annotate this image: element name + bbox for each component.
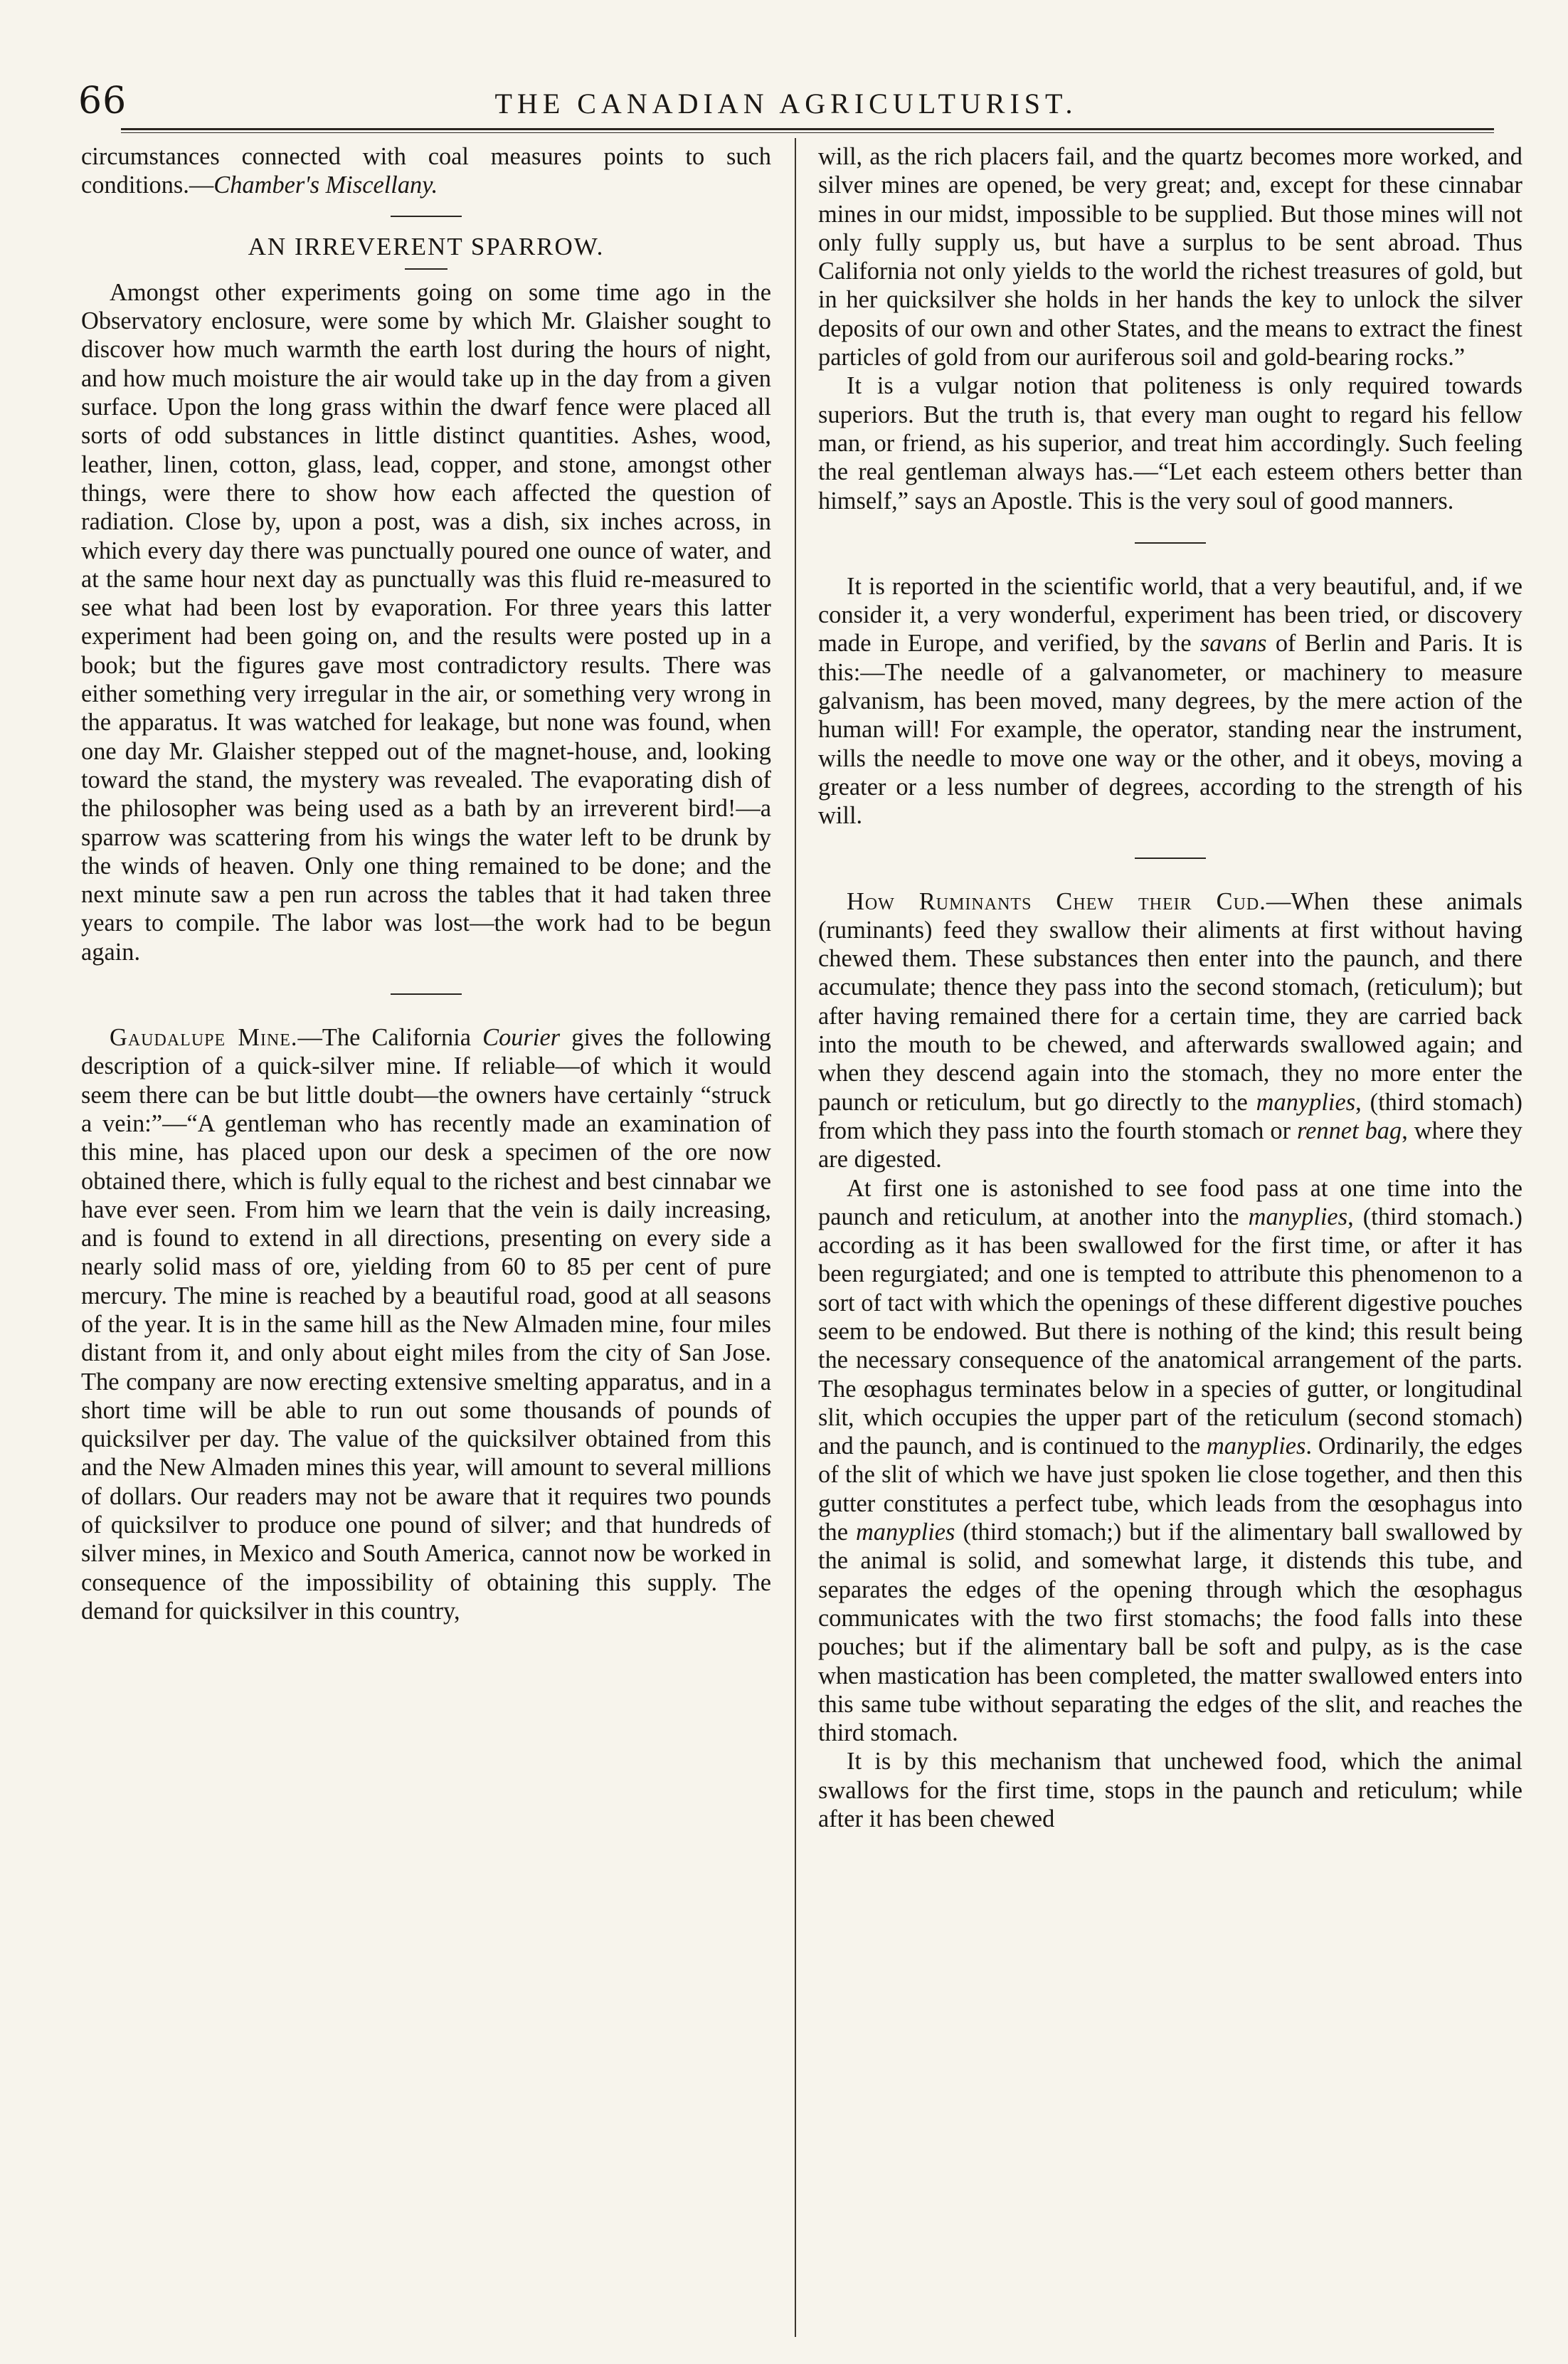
left-column bbox=[81, 142, 771, 1625]
article-separator bbox=[1135, 542, 1206, 544]
ruminants-lead: How Ruminants Chew their Cud. bbox=[847, 887, 1266, 915]
rennet-term: rennet bag bbox=[1297, 1117, 1402, 1144]
courier-name: Courier bbox=[482, 1024, 561, 1052]
gaudalupe-text-body: gives the following description of a quick-silver mine. If reliable—of which it would seem there can be but little doubt—the owners have certainly “struck a vein:”—“A gentleman who has recently made an examination of this mine, has placed upon our desk a specimen of the ore now obtained there, which is fully equal to the richest and best cinnabar we have ever seen. From him we learn that the vein is daily increasing, and is found to extend in all directions, presenting on every side a nearly solid mass of ore, yielding from 60 to 85 per cent of pure mercury. The mine is reached by a beautiful road, good at all seasons of the year. It is in the same hill as the New Almaden mine, four miles distant from it, and only about eight miles from the city of San Jose. The company are now erecting extensive smelting apparatus, and in a short time will be able to run out some thousands of pounds of quicksilver per day. The value of the quicksilver obtained from this and the New Almaden mines this year, will amount to several millions of dollars. Our readers may not be aware that it requires two pounds of quicksilver to produce one pound of silver; and that hundreds of silver mines, in Mexico and South America, cannot now be worked in consequence of the impossibility of obtaining this supply. The demand for quicksilver in this country, bbox=[81, 1024, 771, 1625]
page-header bbox=[78, 80, 1494, 125]
ruminants-text: , (third stomach) from which they pass into the fourth stomach or bbox=[818, 1088, 1522, 1144]
manyplies-term: manyplies bbox=[1206, 1432, 1306, 1460]
heading-rule bbox=[405, 268, 447, 270]
gaudalupe-article bbox=[81, 1023, 771, 1625]
gaudalupe-text: —The California bbox=[297, 1024, 483, 1052]
column-divider bbox=[795, 138, 796, 2337]
galvanometer-article bbox=[818, 572, 1522, 830]
article-separator bbox=[1135, 858, 1206, 859]
ruminants-article bbox=[818, 887, 1522, 1174]
ruminants-paragraph-2 bbox=[818, 1174, 1522, 1748]
header-rule bbox=[121, 128, 1494, 130]
running-title: THE CANADIAN AGRICULTURIST. bbox=[494, 88, 1078, 120]
savans-word: savans bbox=[1199, 630, 1267, 658]
ruminants-text: At first one is astonished to see food pass at one time into the paunch and reticulum, at another into the bbox=[818, 1174, 1522, 1230]
ruminants-text: (third stomach;) but if the alimentary ball swallowed by the animal is solid, and somewhat large, it distends this tube, and separates the edges of the opening through which the œsophagus communicates with the two first stomachs; the food falls into these pouches; but if the alimentary ball be soft and pulpy, as is the case when mastication has been completed, the matter swallowed enters into this same tube without separating the edges of the slit, and reaches the third stomach. bbox=[818, 1519, 1522, 1747]
galvano-text-end: of Berlin and Paris. It is this:—The needle of a galvanometer, or machinery to measure galvanism, has been moved, many degrees, by the mere action of the human will! For example, the operator, standing near the instrument, wills the needle to move one way or the other, and it obeys, moving a greater or a less number of degrees, according to the strength of his will. bbox=[818, 630, 1522, 830]
manyplies-term: manyplies bbox=[1256, 1088, 1356, 1116]
right-column bbox=[818, 142, 1522, 1833]
chambers-text: circumstances connected with coal measures points to such conditions.— bbox=[81, 143, 771, 199]
ruminants-paragraph-3: It is by this mechanism that unchewed food, which the animal swallows for the first time, stops in the paunch and reticulum; while after it has been chewed bbox=[818, 1748, 1522, 1833]
page-number: 66 bbox=[78, 80, 127, 122]
galvano-text: It is reported in the scientific world, that a very beautiful, and, if we consider it, a very wonderful, experiment has been tried, or discovery made in Europe, and verified, by the bbox=[818, 572, 1522, 658]
article-separator bbox=[391, 993, 462, 995]
manyplies-term: manyplies bbox=[855, 1519, 955, 1546]
ruminants-text: , (third stomach.) according as it has been swallowed for the first time, or after it has been regurgiated; and one is tempted to attribute this phenomenon to a sort of tact with which the openings of these different digestive pouches seem to be endowed. But there is nothing of the kind; this result being the necessary consequence of the anatomical arrangement of the parts. The œsophagus terminates below in a species of gutter, or longitudinal slit, which occupies the upper part of the reticulum (second stomach) and the paunch, and is continued to the bbox=[818, 1203, 1522, 1460]
politeness-article: It is a vulgar notion that politeness is only required towards superiors. But the truth is, that every man ought to regard his fellow man, or friend, as his superior, and treat him accordingly. Such feeling the real gentleman always has.—“Let each esteem others better than himself,” says an Apostle. This is the very soul of good manners. bbox=[818, 372, 1522, 515]
ruminants-text: . Ordinarily, the edges of the slit of which we have just spoken lie close together, and then this gutter constitutes a perfect tube, which leads from the œsophagus into the bbox=[818, 1432, 1522, 1546]
sparrow-article: Amongst other experiments going on some time ago in the Observatory enclosure, were some by which Mr. Glaisher sought to discover how much warmth the earth lost during the hours of night, and how much moisture the air would take up in the day from a given surface. Upon the long grass within the dwarf fence were placed all sorts of odd substances in little distinct quantities. Ashes, wood, leather, linen, cotton, glass, lead, copper, and stone, amongst other things, were there to show how each affected the question of radiation. Close by, upon a post, was a dish, six inches across, in which every day there was punctually poured one ounce of water, and at the same hour next day as punctually was this fluid re-measured to see what had been lost by evaporation. For three years this latter experiment had been going on, and the results were posted up in a book; but the figures gave most contradictory results. There was either something very irregular in the air, or something very wrong in the apparatus. It was watched for leakage, but none was found, when one day Mr. Glaisher stepped out of the magnet-house, and, looking toward the stand, the mystery was revealed. The evaporating dish of the philosopher was being used as a bath by an irreverent bird!—a sparrow was scattering from his wings the water left to be drunk by the winds of heaven. Only one thing remained to be done; and the next minute saw a pen run across the tables that it had taken three years to compile. The labor was lost—the work had to be begun again. bbox=[81, 278, 771, 966]
manyplies-term: manyplies bbox=[1248, 1203, 1348, 1230]
header-rule-thin bbox=[121, 132, 1494, 133]
sparrow-heading: AN IRREVERENT SPARROW. bbox=[248, 232, 605, 260]
gaudalupe-continued: will, as the rich placers fail, and the quartz becomes more worked, and silver mines are opened, be very great; and, except for these cinnabar mines in our midst, impossible to be supplied. But those mines will not only fully supply us, but have a surplus to be sent abroad. Thus California not only yields to the world the richest treasures of gold, but in her quicksilver she holds in her hands the key to unlock the silver deposits of our own and other States, and the means to extract the finest particles of gold from our auriferous soil and gold-bearing rocks.” bbox=[818, 143, 1522, 371]
ruminants-text: —When these animals (ruminants) feed they swallow their aliments at first without having chewed them. These substances then enter into the paunch, and there accumulate; thence they pass into the second stomach, (reticulum); but after having remained there for a certain time, they are carried back into the mouth to be chewed, and afterwards swallowed again; and when they descend again into the stomach, they no more enter the paunch or reticulum, but go directly to the bbox=[818, 887, 1522, 1116]
ruminants-text: , where they are digested. bbox=[818, 1117, 1522, 1173]
article-separator bbox=[391, 216, 462, 217]
gaudalupe-lead: Gaudalupe Mine. bbox=[110, 1024, 298, 1052]
chambers-source: Chamber's Miscellany. bbox=[213, 172, 438, 199]
chambers-excerpt-end bbox=[81, 142, 771, 200]
